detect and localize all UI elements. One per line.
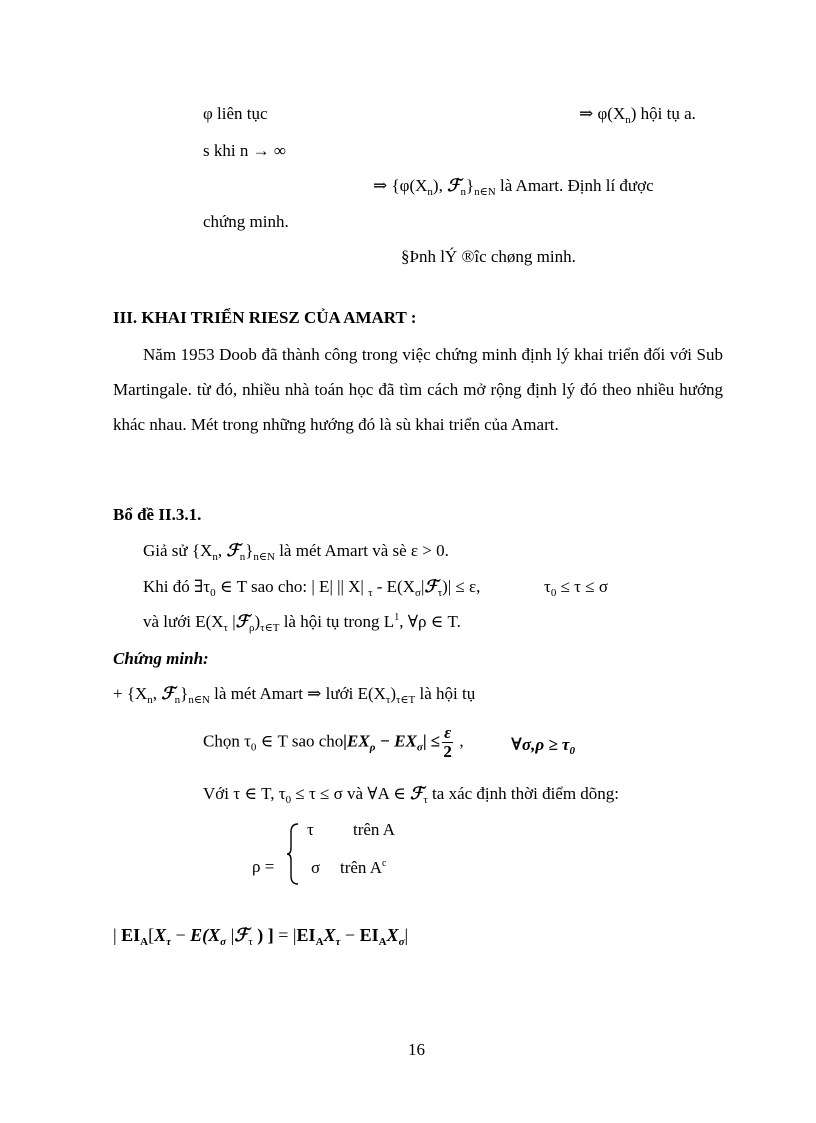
case-2-variable: σ <box>311 858 321 877</box>
line-proven: chứng minh. <box>203 212 289 231</box>
line-phi-continuous: φ liên tục <box>203 104 268 123</box>
line-amart-conclusion: ⇒ {$\varphi(X_n)$, $ℱ_n\}_{n\in N}$ là Amart. Định lí được <box>373 176 654 198</box>
proof-line-3: Với τ ∈ T, $\tau_0 \le \tau \le \sigma$ và ∀A ∈ ℱ$_\tau$ ta xác định thời điểm dõng: <box>203 784 620 806</box>
line-as-n-to-infinity: s khi n → ∞ <box>203 141 286 160</box>
lemma-line-2-condition: $\tau_0 \le \tau \le \sigma$ <box>544 577 608 599</box>
section-paragraph: Năm 1953 Doob đã thành công trong việc chứng minh định lý khai triển đối với Sub Martingale. từ đó, nhiều nhà toán học đã tìm cách mở rộng định lý đó theo nhiều hướng khác nhau. Mét trong những hướng đó là sù khai triển của Amart. <box>113 345 723 434</box>
line-garbled-proven: §Þnh lÝ ®îc chøng minh. <box>401 247 576 266</box>
page-number: 16 <box>408 1040 425 1059</box>
case-1-condition: trên A <box>353 820 396 839</box>
line-phi-converges: ⇒ $\varphi(X_n)$ hội tụ a. <box>579 104 696 126</box>
proof-line-2-quantifier: ∀σ,ρ ≥ $\tau_0$ <box>511 735 575 757</box>
lemma-line-2: Khi đó $\exists\tau_0$ ∈ T sao cho: | E| || X| $_\tau - E(X_\sigma|ℱ_\tau)| \le \varepsilon$, <box>143 577 481 599</box>
rho-equals: ρ = <box>252 857 275 876</box>
lemma-line-1: Giả sử {$X_n$, $ℱ_n\}_{n\in N}$ là mét Amart và sè ε > 0. <box>143 541 449 563</box>
case-2-condition: trên $A^c$ <box>340 858 387 877</box>
proof-line-2: Chọn $\tau_0$ ∈ T sao $cho|EX_\rho - EX_\sigma|$ ≤ $\frac{\varepsilon}{2}$ , <box>203 723 464 761</box>
brace-svg <box>286 822 300 886</box>
lemma-line-3: và lưới $E(X_\tau$ $|ℱ_\rho)_{\tau\in T}$ là hội tụ trong $L^1$, ∀ρ ∈ T. <box>143 612 461 634</box>
epsilon-over-two-fraction: $\frac{\varepsilon}{2}$ <box>443 723 452 761</box>
proof-title: Chứng minh: <box>113 649 209 668</box>
section-heading: III. KHAI TRIỂN RIESZ CỦA AMART : <box>113 308 417 327</box>
proof-line-1: + {$X_n$, $ℱ_n\}_{n\in N}$ là mét Amart ⇒ lưới $E(X_\tau)_{\tau\in T}$ là hội tụ <box>113 684 476 706</box>
lemma-title: Bổ đề II.3.1. <box>113 505 202 524</box>
case-1-variable: τ <box>307 820 314 839</box>
main-equation: | $EI_A[X_\tau - E(X_\sigma$ |ℱ$_\tau$ ) ] = $|EI_AX_\tau - EI_AX_\sigma|$ <box>113 925 409 948</box>
piecewise-brace <box>286 822 300 886</box>
